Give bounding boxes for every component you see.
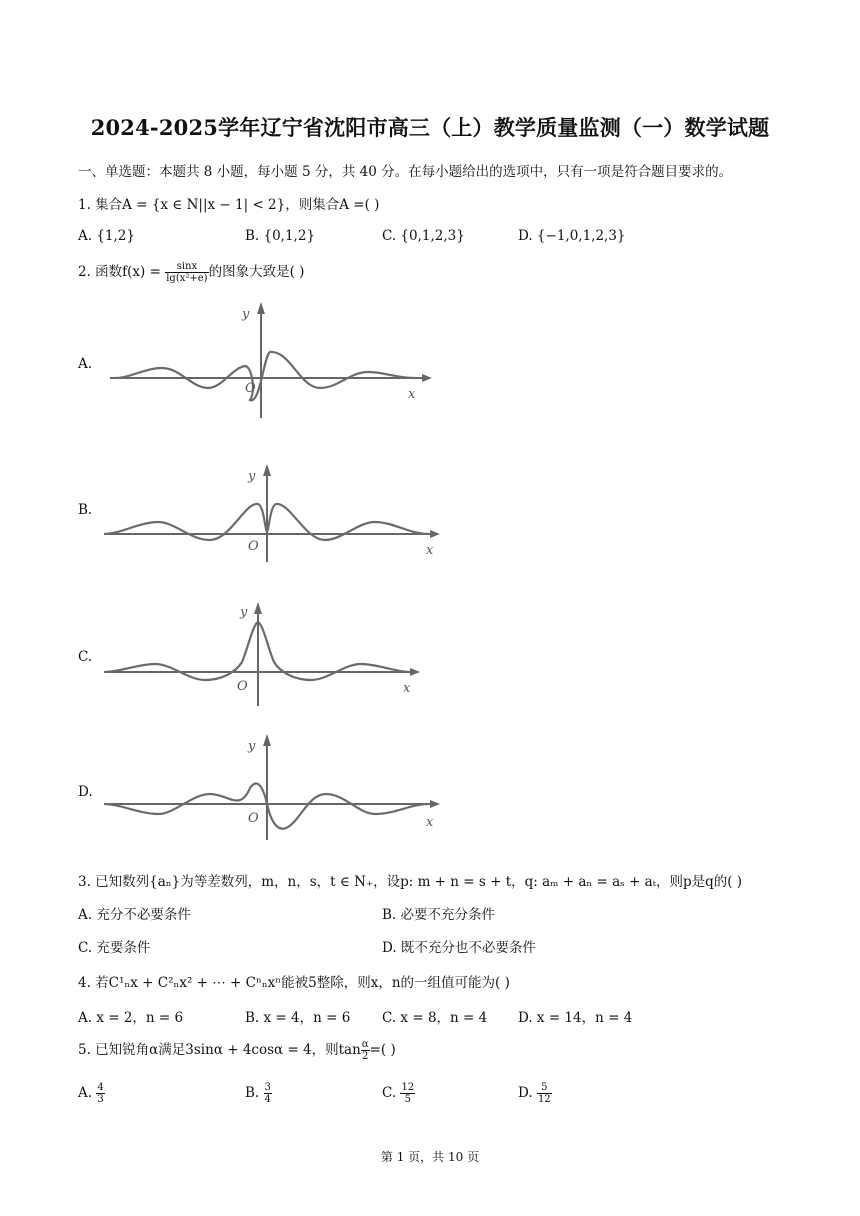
graph-b — [100, 458, 445, 563]
q5-option-b — [245, 1082, 272, 1105]
q3-option-d: D. 既不充分也不必要条件 — [382, 940, 536, 956]
q1-option-a: A. {1,2} — [78, 228, 135, 244]
graph-d-origin: O — [248, 811, 259, 826]
graph-c-y-label: y — [240, 605, 248, 620]
q5-b-num: 3 — [264, 1082, 271, 1093]
q5-c-den: 5 — [404, 1094, 411, 1105]
q5-option-d — [518, 1082, 552, 1105]
q5-option-a — [78, 1082, 105, 1105]
q3-option-c: C. 充要条件 — [78, 940, 151, 956]
graph-c-label: C. — [78, 649, 93, 665]
q5-d-den: 12 — [537, 1094, 551, 1105]
question-1-stem: 1. 集合A = {x ∈ N||x − 1| < 2}，则集合A =( ) — [78, 197, 380, 213]
section-heading: 一、单选题：本题共 8 小题，每小题 5 分，共 40 分。在每小题给出的选项中，只有一项是符合题目要求的。 — [78, 164, 733, 180]
page-footer: 第 1 页，共 10 页 — [380, 1150, 480, 1164]
question-5-stem — [78, 1038, 396, 1062]
graph-b-label: B. — [78, 502, 93, 518]
graph-d-y-label: y — [248, 739, 256, 754]
q5-a-num: 4 — [97, 1082, 104, 1093]
graph-b-y-label: y — [248, 469, 256, 484]
graph-b-x-label: x — [426, 543, 434, 558]
q2-frac-den: lg(x²+e) — [166, 273, 208, 284]
question-2-stem — [78, 260, 304, 284]
q5-a-den: 3 — [97, 1094, 104, 1105]
q5-option-d-label: D. — [518, 1085, 533, 1101]
q5-b-den: 4 — [264, 1094, 271, 1105]
q4-option-c: C. x = 8，n = 4 — [382, 1010, 488, 1026]
q5-stem-suffix: =( ) — [369, 1042, 396, 1058]
graph-b-origin: O — [248, 539, 259, 554]
q1-option-c: C. {0,1,2,3} — [382, 228, 465, 244]
q5-option-a-frac — [96, 1082, 104, 1105]
q2-stem-suffix: 的图象大致是( ) — [208, 264, 305, 280]
graph-d — [100, 732, 445, 842]
q2-stem-prefix: 2. 函数f(x) = — [78, 264, 166, 280]
q5-frac-den: 2 — [362, 1051, 369, 1062]
q5-option-b-frac — [264, 1082, 272, 1105]
q4-option-b: B. x = 4，n = 6 — [245, 1010, 351, 1026]
q1-option-d: D. {−1,0,1,2,3} — [518, 228, 626, 244]
graph-c — [100, 598, 425, 708]
q5-fraction — [361, 1039, 370, 1062]
graph-d-x-label: x — [426, 815, 434, 830]
q5-option-c — [382, 1082, 415, 1105]
q5-option-d-frac — [537, 1082, 552, 1105]
graph-a-origin: O — [245, 381, 256, 396]
q5-frac-num: α — [361, 1039, 369, 1050]
q4-option-a: A. x = 2，n = 6 — [78, 1010, 184, 1026]
q5-option-c-label: C. — [382, 1085, 397, 1101]
q5-c-num: 12 — [401, 1082, 415, 1093]
q5-option-c-frac — [400, 1082, 415, 1105]
graph-d-label: D. — [78, 784, 93, 800]
graph-c-origin: O — [237, 679, 248, 694]
question-3-stem: 3. 已知数列{aₙ}为等差数列，m，n，s，t ∈ N₊，设p: m + n = s + t，q: aₘ + aₙ = aₛ + aₜ，则p是q的( ) — [78, 874, 743, 890]
q2-frac-num: sinx — [165, 261, 208, 273]
page-title: 2024-2025学年辽宁省沈阳市高三（上）教学质量监测（一）数学试题 — [90, 115, 770, 140]
graph-a — [100, 300, 440, 420]
graph-a-label: A. — [78, 356, 93, 372]
q3-option-a: A. 充分不必要条件 — [78, 907, 191, 923]
q1-option-b: B. {0,1,2} — [245, 228, 316, 244]
graph-c-x-label: x — [403, 681, 411, 696]
q5-option-a-label: A. — [78, 1085, 93, 1101]
q2-fraction — [165, 261, 208, 284]
q5-stem-prefix: 5. 已知锐角α满足3sinα + 4cosα = 4，则tan — [78, 1042, 361, 1058]
q5-d-num: 5 — [537, 1082, 552, 1094]
q5-option-b-label: B. — [245, 1085, 260, 1101]
graph-a-x-label: x — [408, 387, 416, 402]
q3-option-b: B. 必要不充分条件 — [382, 907, 496, 923]
graph-a-y-label: y — [242, 307, 250, 322]
q4-option-d: D. x = 14，n = 4 — [518, 1010, 633, 1026]
question-4-stem: 4. 若C¹ₙx + C²ₙx² + ⋯ + Cⁿₙxⁿ能被5整除，则x，n的一组值可能为( ) — [78, 975, 510, 991]
